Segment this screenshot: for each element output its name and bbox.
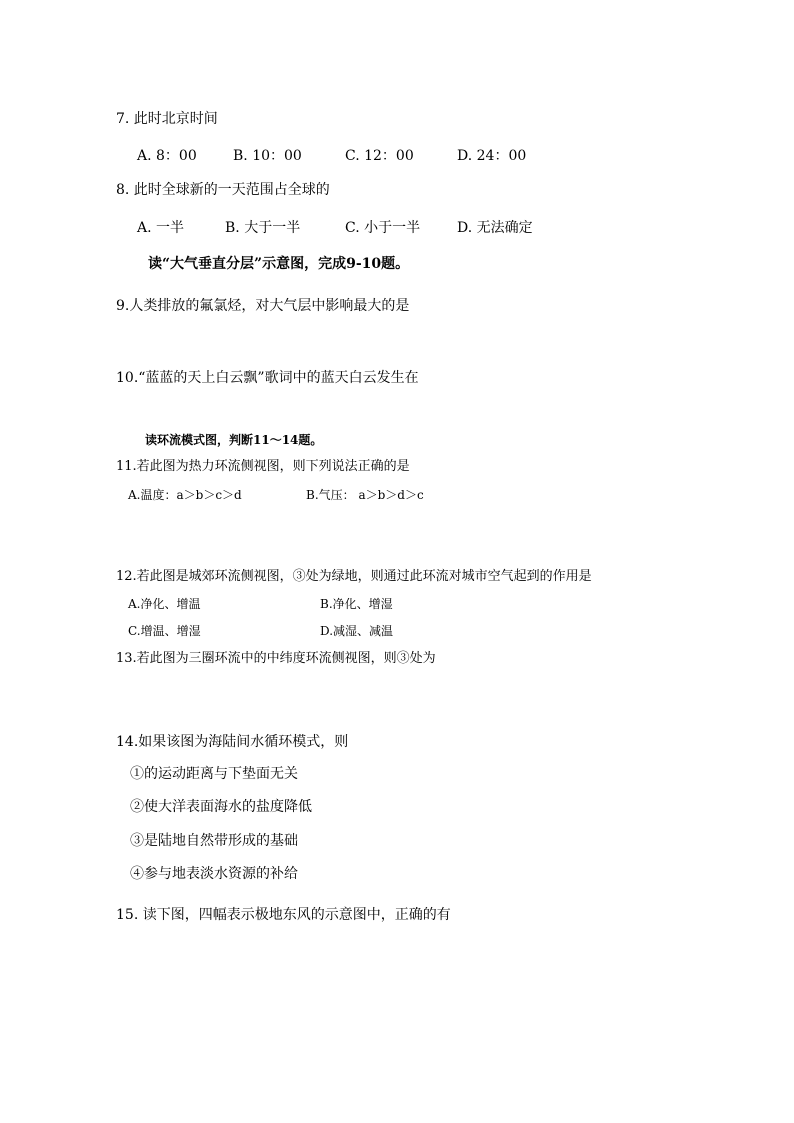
q12-stem: 12.若此图是城郊环流侧视图，③处为绿地，则通过此环流对城市空气起到的作用是 (116, 569, 592, 584)
q12-option-c: C.增温、增湿 (128, 624, 201, 638)
q14-statement-4: ④参与地表淡水资源的补给 (130, 866, 298, 882)
q14-stem: 14.如果该图为海陆间水循环模式，则 (116, 734, 349, 750)
q12-option-d: D.减湿、减温 (320, 624, 394, 638)
q15-stem: 15. 读下图，四幅表示极地东风的示意图中，正确的有 (116, 907, 451, 923)
q7-stem: 7. 此时北京时间 (116, 111, 218, 127)
q10-stem: 10.“蓝蓝的天上白云飘”歌词中的蓝天白云发生在 (116, 370, 419, 386)
q11-option-b: B.气压： a＞b＞d＞c (306, 488, 424, 502)
q8-option-b: B. 大于一半 (225, 220, 301, 236)
q7-option-a: A. 8：00 (137, 148, 197, 164)
q7-option-d: D. 24：00 (457, 148, 527, 164)
q13-stem: 13.若此图为三圈环流中的中纬度环流侧视图，则③处为 (116, 651, 436, 666)
q7-option-b: B. 10：00 (233, 148, 302, 164)
q14-statement-1: ①的运动距离与下垫面无关 (130, 766, 298, 782)
q7-option-c: C. 12：00 (345, 148, 414, 164)
q8-option-c: C. 小于一半 (345, 220, 421, 236)
q11-option-a: A.温度：a＞b＞c＞d (128, 488, 242, 502)
q14-statement-3: ③是陆地自然带形成的基础 (130, 833, 298, 849)
instruction-9-10: 读“大气垂直分层”示意图，完成9-10题。 (148, 256, 410, 272)
q12-option-a: A.净化、增温 (128, 597, 201, 611)
q8-option-a: A. 一半 (137, 220, 185, 236)
q14-statement-2: ②使大洋表面海水的盐度降低 (130, 799, 312, 815)
q12-option-b: B.净化、增湿 (320, 597, 393, 611)
q8-option-d: D. 无法确定 (457, 220, 533, 236)
q9-stem: 9.人类排放的氟氯烃，对大气层中影响最大的是 (116, 298, 410, 314)
q8-stem: 8. 此时全球新的一天范围占全球的 (116, 182, 330, 198)
q11-stem: 11.若此图为热力环流侧视图，则下列说法正确的是 (116, 459, 410, 474)
instruction-11-14: 读环流模式图，判断11～14题。 (145, 433, 323, 447)
